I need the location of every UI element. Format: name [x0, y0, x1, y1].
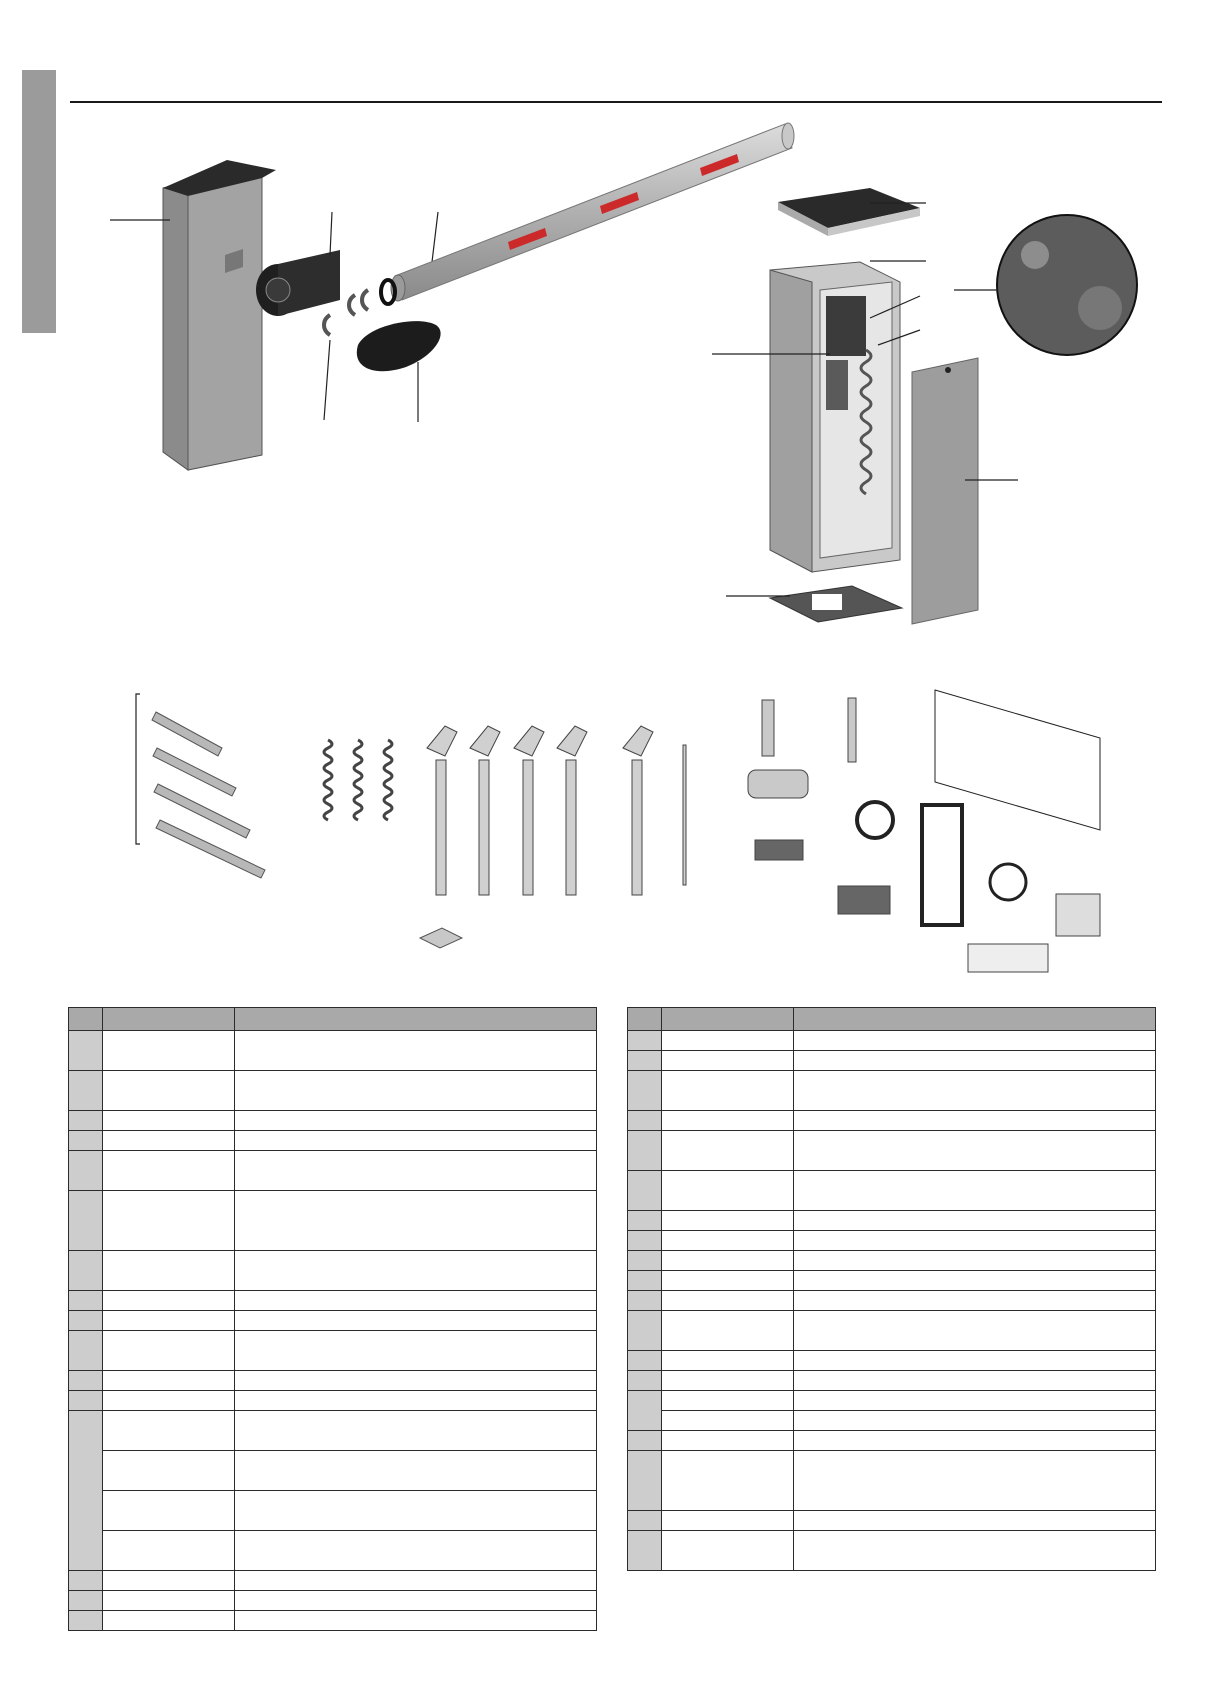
part-description-cell [794, 1051, 1156, 1071]
row-number-cell [628, 1291, 662, 1311]
table-row [69, 1031, 597, 1071]
part-description-cell [794, 1111, 1156, 1131]
table-row [628, 1451, 1156, 1511]
row-number-cell [69, 1331, 103, 1371]
boom-sections-kit [136, 694, 265, 878]
table-row [69, 1591, 597, 1611]
part-code-cell [662, 1291, 794, 1311]
row-number-cell [628, 1211, 662, 1231]
row-number-cell [69, 1031, 103, 1071]
springs-kit [324, 740, 392, 820]
row-number-cell [69, 1571, 103, 1591]
part-code-cell [662, 1131, 794, 1171]
part-description-cell [235, 1331, 597, 1371]
table-row [628, 1211, 1156, 1231]
part-code-cell [103, 1311, 235, 1331]
part-description-cell [794, 1531, 1156, 1571]
part-description-cell [235, 1031, 597, 1071]
part-code-cell [103, 1151, 235, 1191]
part-code-cell [103, 1111, 235, 1131]
part-code-cell [662, 1511, 794, 1531]
table-row [69, 1571, 597, 1591]
part-code-cell [662, 1311, 794, 1351]
table-row [628, 1511, 1156, 1531]
hub-cover [357, 321, 441, 371]
part-code-cell [103, 1571, 235, 1591]
table-row [628, 1231, 1156, 1251]
table-row [69, 1291, 597, 1311]
row-number-cell [69, 1371, 103, 1391]
part-description-cell [794, 1311, 1156, 1351]
row-number-cell [628, 1251, 662, 1271]
part-code-cell [103, 1611, 235, 1631]
parts-table-right [627, 1007, 1156, 1571]
boom [391, 123, 794, 301]
row-number-cell [69, 1191, 103, 1251]
table-row [69, 1191, 597, 1251]
row-number-cell [628, 1311, 662, 1351]
table-row [628, 1071, 1156, 1111]
table-row [69, 1151, 597, 1191]
table-row [628, 1391, 1156, 1411]
part-code-cell [662, 1391, 794, 1411]
row-number-cell [628, 1531, 662, 1571]
table-row [69, 1411, 597, 1451]
part-code-cell [662, 1411, 794, 1431]
table-row [628, 1111, 1156, 1131]
row-number-cell [628, 1371, 662, 1391]
row-number-cell [69, 1591, 103, 1611]
part-code-cell [103, 1491, 235, 1531]
part-description-cell [794, 1371, 1156, 1391]
table-row [628, 1051, 1156, 1071]
row-number-cell [628, 1271, 662, 1291]
row-number-cell [628, 1391, 662, 1431]
base-plate [770, 586, 902, 622]
part-description-cell [235, 1191, 597, 1251]
part-description-cell [794, 1431, 1156, 1451]
table-row [628, 1311, 1156, 1351]
part-description-cell [794, 1251, 1156, 1271]
part-description-cell [235, 1391, 597, 1411]
table-row [628, 1271, 1156, 1291]
part-code-cell [103, 1031, 235, 1071]
table-row [628, 1531, 1156, 1571]
part-description-cell [235, 1531, 597, 1571]
part-description-cell [794, 1131, 1156, 1171]
row-number-cell [628, 1431, 662, 1451]
part-code-cell [103, 1411, 235, 1451]
barrier-cabinet [163, 160, 276, 470]
boom-hub [256, 250, 340, 316]
row-number-cell [69, 1111, 103, 1131]
part-code-cell [103, 1331, 235, 1371]
table-row [628, 1251, 1156, 1271]
parts-table-left [68, 1007, 597, 1631]
table-row [69, 1371, 597, 1391]
part-description-cell [235, 1611, 597, 1631]
part-description-cell [794, 1031, 1156, 1051]
top-cover [778, 188, 920, 236]
part-description-cell [235, 1131, 597, 1151]
part-code-cell [662, 1531, 794, 1571]
part-code-cell [662, 1371, 794, 1391]
part-description-cell [794, 1171, 1156, 1211]
part-description-cell [235, 1591, 597, 1611]
part-description-cell [235, 1311, 597, 1331]
part-description-cell [235, 1151, 597, 1191]
part-code-cell [103, 1371, 235, 1391]
part-code-cell [662, 1431, 794, 1451]
part-description-cell [794, 1451, 1156, 1511]
access-panel [912, 358, 978, 624]
part-description-cell [794, 1071, 1156, 1111]
part-description-cell [235, 1251, 597, 1291]
row-number-cell [69, 1611, 103, 1631]
part-code-cell [662, 1211, 794, 1231]
part-code-cell [662, 1231, 794, 1251]
boom-supports-kit [427, 726, 686, 895]
row-number-cell [628, 1131, 662, 1171]
table-row [69, 1311, 597, 1331]
table-header [69, 1008, 597, 1031]
table-row [628, 1431, 1156, 1451]
table-row [628, 1131, 1156, 1171]
part-code-cell [103, 1071, 235, 1111]
part-code-cell [662, 1031, 794, 1051]
part-description-cell [235, 1411, 597, 1451]
part-description-cell [794, 1351, 1156, 1371]
part-description-cell [235, 1371, 597, 1391]
row-number-cell [69, 1311, 103, 1331]
table-row [628, 1411, 1156, 1431]
row-number-cell [628, 1031, 662, 1051]
part-description-cell [235, 1491, 597, 1531]
part-description-cell [235, 1291, 597, 1311]
table-row [628, 1371, 1156, 1391]
part-code-cell [662, 1351, 794, 1371]
part-description-cell [794, 1411, 1156, 1431]
part-code-cell [662, 1451, 794, 1511]
part-code-cell [662, 1071, 794, 1111]
part-code-cell [103, 1591, 235, 1611]
row-number-cell [69, 1391, 103, 1411]
row-number-cell [69, 1151, 103, 1191]
row-number-cell [628, 1451, 662, 1511]
row-number-cell [69, 1131, 103, 1151]
part-code-cell [103, 1191, 235, 1251]
part-description-cell [794, 1291, 1156, 1311]
row-number-cell [628, 1111, 662, 1131]
row-number-cell [628, 1071, 662, 1111]
row-number-cell [69, 1071, 103, 1111]
part-code-cell [103, 1131, 235, 1151]
open-cabinet [770, 262, 900, 572]
part-code-cell [103, 1391, 235, 1411]
table-row [69, 1251, 597, 1291]
table-row [628, 1351, 1156, 1371]
part-description-cell [794, 1211, 1156, 1231]
row-number-cell [628, 1231, 662, 1251]
table-row [69, 1111, 597, 1131]
part-code-cell [662, 1171, 794, 1211]
table-row [69, 1331, 597, 1371]
part-description-cell [794, 1511, 1156, 1531]
part-description-cell [235, 1111, 597, 1131]
table-row [69, 1611, 597, 1631]
row-number-cell [69, 1251, 103, 1291]
table-row [69, 1451, 597, 1491]
row-number-cell [628, 1511, 662, 1531]
row-number-cell [628, 1171, 662, 1211]
part-description-cell [235, 1071, 597, 1111]
accessories-right [748, 690, 1100, 972]
part-code-cell [103, 1291, 235, 1311]
table-row [69, 1391, 597, 1411]
part-description-cell [794, 1391, 1156, 1411]
table-row [69, 1071, 597, 1111]
base-pad [420, 928, 462, 948]
table-row [69, 1131, 597, 1151]
table-row [69, 1491, 597, 1531]
table-row [628, 1171, 1156, 1211]
part-description-cell [235, 1451, 597, 1491]
part-code-cell [662, 1111, 794, 1131]
row-number-cell [69, 1411, 103, 1571]
part-code-cell [662, 1251, 794, 1271]
part-description-cell [794, 1231, 1156, 1251]
part-description-cell [794, 1271, 1156, 1291]
table-row [69, 1531, 597, 1571]
part-description-cell [235, 1571, 597, 1591]
detail-inset [997, 215, 1137, 355]
table-row [628, 1291, 1156, 1311]
part-code-cell [103, 1251, 235, 1291]
row-number-cell [69, 1291, 103, 1311]
row-number-cell [628, 1351, 662, 1371]
part-code-cell [103, 1531, 235, 1571]
row-number-cell [628, 1051, 662, 1071]
part-code-cell [662, 1271, 794, 1291]
table-row [628, 1031, 1156, 1051]
table-header [628, 1008, 1156, 1031]
part-code-cell [103, 1451, 235, 1491]
part-code-cell [662, 1051, 794, 1071]
